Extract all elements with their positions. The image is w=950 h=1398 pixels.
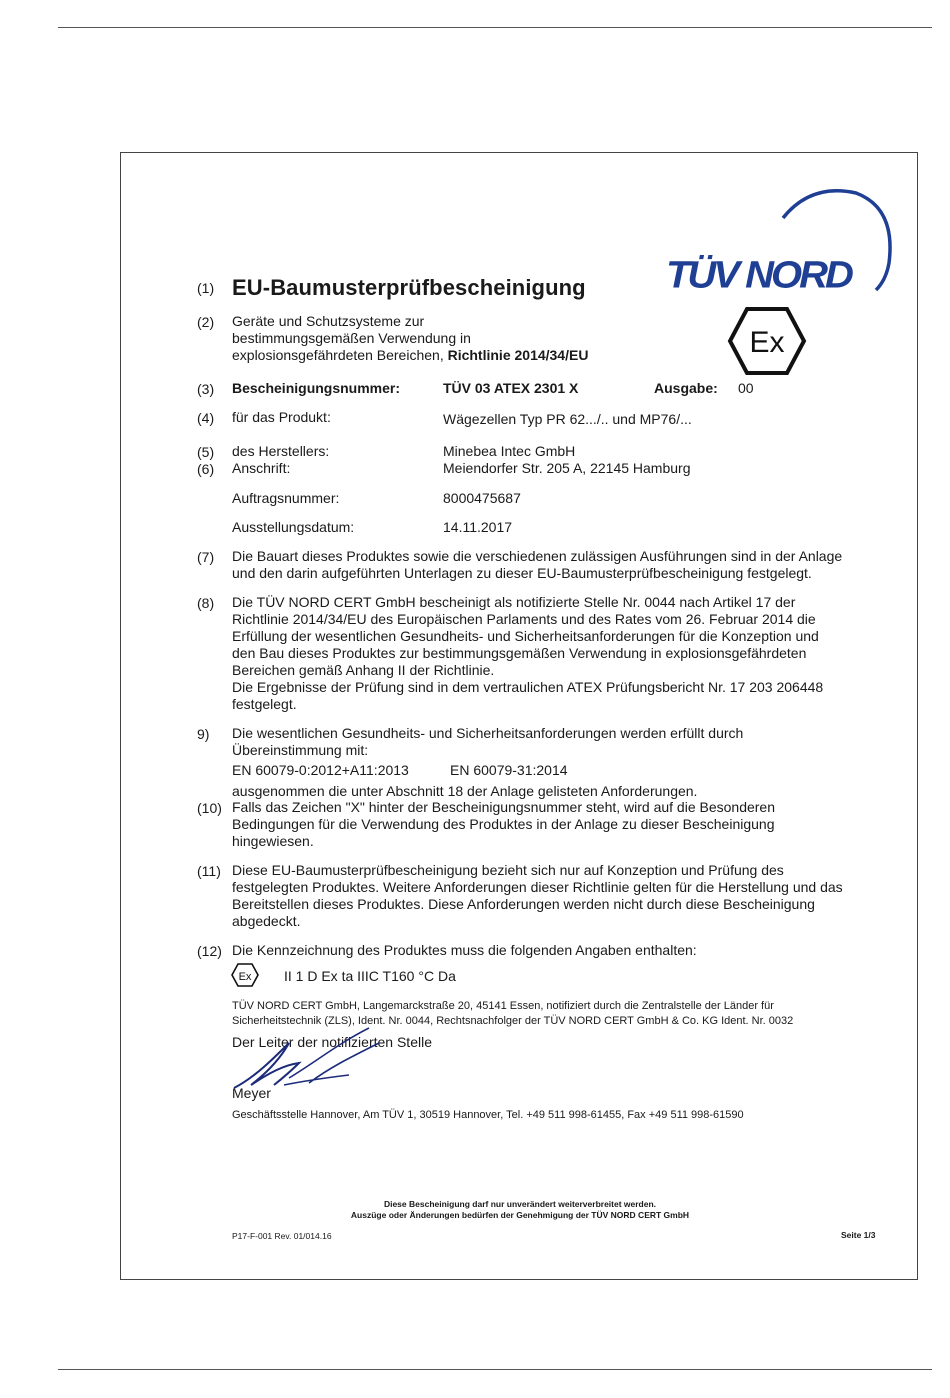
section-2-line-3-plain: explosionsgefährdeten Bereichen, [232,347,448,363]
section-7-line-1: Die Bauart dieses Produktes sowie die verschiedenen zulässigen Ausführungen sind in der Anlage [232,548,843,564]
signatory-title: Der Leiter der notifizierten Stelle [232,1034,432,1050]
section-8-line-6: Die Ergebnisse der Prüfung sind in dem vertraulichen ATEX Prüfungsbericht Nr. 17 203 206448 [232,679,824,695]
section-11-number: (11) [197,863,221,879]
ex-marking-icon [231,963,259,987]
section-11-line-3: Bereitstellen dieses Produktes. Diese Anforderungen werden nicht durch diese Bescheinigung [232,896,815,912]
ex-hexagon-icon [727,306,807,376]
section-8-line-7: festgelegt. [232,696,297,712]
product-label: für das Produkt: [232,409,331,425]
issue-label: Ausgabe: [654,380,718,396]
section-6-number: (6) [197,461,215,477]
issue-value: 00 [738,380,754,396]
section-9-line-2: Übereinstimmung mit: [232,742,369,758]
manufacturer-value: Minebea Intec GmbH [443,443,576,459]
section-2-line-2: bestimmungsgemäßen Verwendung in [232,330,471,346]
product-value: Wägezellen Typ PR 62.../.. und MP76/... [443,411,692,427]
order-number-label: Auftragsnummer: [232,490,340,506]
section-9-number: 9) [197,726,210,742]
standard-1: EN 60079-0:2012+A11:2013 [232,762,409,778]
form-code: P17-F-001 Rev. 01/014.16 [232,1231,332,1241]
section-2-line-1: Geräte und Schutzsysteme zur [232,313,425,329]
section-4-number: (4) [197,410,215,426]
page-label: Seite 1/3 [841,1230,876,1240]
notice-line-1: Diese Bescheinigung darf nur unverändert weiterverbreitet werden. [383,1199,657,1209]
ex-marking-text: Ex [238,971,252,983]
address-label: Anschrift: [232,460,291,476]
body-line-1: TÜV NORD CERT GmbH, Langemarckstraße 20, 45141 Essen, notifiziert durch die Zentralstelle der Länder für [232,1000,774,1012]
section-8-line-5: Bereichen gemäß Anhang II der Richtlinie. [232,662,495,678]
section-11-line-1: Diese EU-Baumusterprüfbescheinigung bezieht sich nur auf Konzeption und Prüfung des [232,862,784,878]
section-5-number: (5) [197,444,215,460]
directive-label: Richtlinie 2014/34/EU [447,347,589,363]
tuv-nord-logo: TÜV NORD [666,254,851,296]
ex-symbol-text: Ex [749,326,785,359]
office-address: Geschäftsstelle Hannover, Am TÜV 1, 30519 Hannover, Tel. +49 511 998-61455, Fax +49 511 998-61590 [232,1109,744,1121]
notice-line-2: Auszüge oder Änderungen bedürfen der Genehmigung der TÜV NORD CERT GmbH [350,1210,690,1220]
section-10-line-1: Falls das Zeichen "X" hinter der Bescheinigungsnummer steht, wird auf die Besonderen [232,799,776,815]
manufacturer-label: des Herstellers: [232,443,330,459]
section-8-line-2: Richtlinie 2014/34/EU des Europäischen Parlaments und des Rates vom 26. Februar 2014 die [232,611,816,627]
section-11-line-4: abgedeckt. [232,913,301,929]
section-9-exception: ausgenommen die unter Abschnitt 18 der Anlage gelisteten Anforderungen. [232,783,698,799]
section-7-line-2: und den darin aufgeführten Unterlagen zu dieser EU-Baumusterprüfbescheinigung festgelegt. [232,565,812,581]
address-value: Meiendorfer Str. 205 A, 22145 Hamburg [443,460,691,476]
section-3-number: (3) [197,381,215,397]
section-12-text: Die Kennzeichnung des Produktes muss die folgenden Angaben enthalten: [232,942,697,958]
section-10-line-3: hingewiesen. [232,833,314,849]
section-7-number: (7) [197,549,215,565]
bottom-rule [58,1369,932,1370]
certificate-number-value: TÜV 03 ATEX 2301 X [443,380,579,396]
certificate-title: EU-Baumusterprüfbescheinigung [232,275,586,300]
section-8-number: (8) [197,595,215,611]
certificate-number-label: Bescheinigungsnummer: [232,380,401,396]
issue-date-label: Ausstellungsdatum: [232,519,355,535]
signatory-name: Meyer [232,1085,271,1101]
section-11-line-2: festgelegten Produktes. Weitere Anforderungen dieser Richtlinie gelten für die Herstellung und das [232,879,843,895]
section-2-line-3 [232,347,588,364]
standard-2: EN 60079-31:2014 [450,762,568,778]
certificate-scan [120,152,918,1280]
marking-value: II 1 D Ex ta IIIC T160 °C Da [284,968,456,984]
section-8-line-4: den Bau dieses Produktes zur bestimmungsgemäßen Verwendung in explosionsgefährdeten [232,645,807,661]
section-12-number: (12) [197,943,222,959]
section-10-number: (10) [197,800,222,816]
top-rule [58,27,932,28]
section-2-number: (2) [197,314,215,330]
section-8-line-3: Erfüllung der wesentlichen Gesundheits- und Sicherheitsanforderungen für die Konzeption und [232,628,819,644]
section-8-line-1: Die TÜV NORD CERT GmbH bescheinigt als notifizierte Stelle Nr. 0044 nach Artikel 17 der [232,594,796,610]
order-number-value: 8000475687 [443,490,521,506]
section-9-line-1: Die wesentlichen Gesundheits- und Sicherheitsanforderungen werden erfüllt durch [232,725,744,741]
body-line-2: Sicherheitstechnik (ZLS), Ident. Nr. 0044, Rechtsnachfolger der TÜV NORD CERT GmbH & Co. KG Ident. Nr. 0032 [232,1015,794,1027]
section-1-number: (1) [197,280,215,296]
issue-date-value: 14.11.2017 [443,519,513,535]
section-10-line-2: Bedingungen für die Verwendung des Produktes in der Anlage zu dieser Bescheinigung [232,816,775,832]
